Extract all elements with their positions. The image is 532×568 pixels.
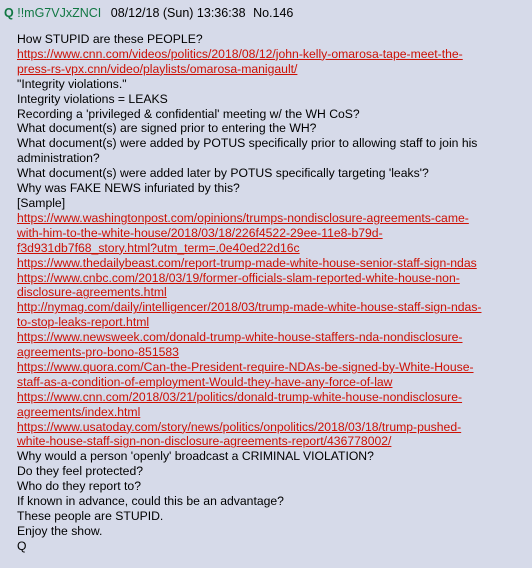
post-link[interactable]: staff-as-a-condition-of-employment-Would-they-have-any-force-of-law	[17, 374, 393, 389]
post-text-line: Recording a 'privileged & confidential' meeting w/ the WH CoS?	[17, 106, 360, 121]
post-link[interactable]: to-stop-leaks-report.html	[17, 315, 150, 330]
post-text-line: Enjoy the show.	[17, 523, 103, 538]
post-link[interactable]: https://www.cnn.com/2018/03/21/politics/donald-trump-white-house-nondisclosure-	[17, 389, 463, 404]
post-link[interactable]: press-rs-vpx.cnn/video/playlists/omarosa-manigault/	[17, 61, 298, 76]
post-text-line: What document(s) were added by POTUS specifically prior to allowing staff to join his	[17, 136, 478, 151]
tripcode: !!mG7VJxZNCI	[17, 6, 102, 20]
post-number[interactable]: No.146	[253, 6, 294, 20]
post-text-line: These people are STUPID.	[17, 509, 164, 523]
post-link[interactable]: https://www.cnn.com/videos/politics/2018/08/12/john-kelly-omarosa-tape-meet-the-	[17, 46, 463, 61]
post-header	[4, 4, 293, 22]
post-text-line: [Sample]	[17, 195, 66, 210]
post-text-line: Why would a person 'openly' broadcast a CRIMINAL VIOLATION?	[17, 449, 374, 464]
post-text-line: administration?	[17, 151, 100, 166]
post-text-line: Integrity violations = LEAKS	[17, 91, 168, 106]
post-text-line: Do they feel protected?	[17, 464, 144, 479]
post-body	[17, 32, 529, 554]
post-link[interactable]: https://www.thedailybeast.com/report-trump-made-white-house-senior-staff-sign-ndas	[17, 255, 477, 270]
post-link[interactable]: f3d931db7f68_story.html?utm_term=.0e40ed22d16c	[17, 240, 300, 255]
post-text-line: "Integrity violations."	[17, 76, 127, 91]
post-text-line: Who do they report to?	[17, 479, 141, 494]
post-link[interactable]: white-house-staff-sign-non-disclosure-agreements-report/436778002/	[17, 434, 392, 449]
post-text-line: What document(s) are signed prior to entering the WH?	[17, 121, 317, 136]
post-link[interactable]: with-him-to-the-white-house/2018/03/18/226f4522-29ee-11e8-b79d-	[17, 225, 383, 240]
post-text-line: If known in advance, could this be an advantage?	[17, 494, 284, 509]
post-link[interactable]: agreements-pro-bono-851583	[17, 345, 179, 360]
post-link[interactable]: https://www.usatoday.com/story/news/politics/onpolitics/2018/03/18/trump-pushed-	[17, 419, 462, 434]
post-link[interactable]: agreements/index.html	[17, 404, 141, 419]
post-link[interactable]: https://www.washingtonpost.com/opinions/trumps-nondisclosure-agreements-came-	[17, 210, 469, 225]
post-text-line: What document(s) were added later by POTUS specifically targeting 'leaks'?	[17, 166, 429, 181]
post-text-line: Why was FAKE NEWS infuriated by this?	[17, 181, 240, 196]
post-date: 08/12/18 (Sun) 13:36:38	[110, 6, 246, 20]
post-text-line: How STUPID are these PEOPLE?	[17, 32, 203, 46]
poster-name: Q	[4, 6, 14, 20]
post-link[interactable]: https://www.cnbc.com/2018/03/19/former-officials-slam-reported-white-house-non-	[17, 270, 460, 285]
post-text-line: Q	[17, 538, 27, 553]
post-link[interactable]: http://nymag.com/daily/intelligencer/2018/03/trump-made-white-house-staff-sign-ndas-	[17, 300, 482, 315]
post-link[interactable]: https://www.newsweek.com/donald-trump-white-house-staffers-nda-nondisclosure-	[17, 330, 463, 345]
post-link[interactable]: https://www.quora.com/Can-the-President-require-NDAs-be-signed-by-White-House-	[17, 359, 474, 374]
post-link[interactable]: disclosure-agreements.html	[17, 285, 167, 300]
